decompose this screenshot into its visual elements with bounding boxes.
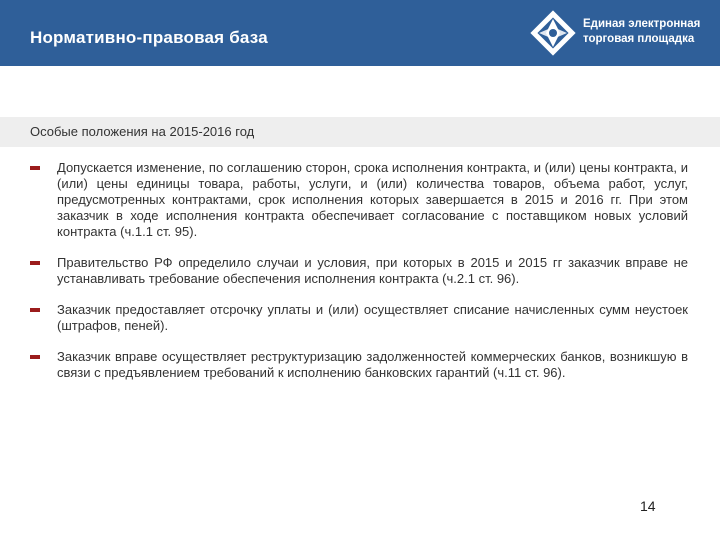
logo-text bbox=[583, 17, 700, 47]
list-item-text: Допускается изменение, по соглашению сторон, срока исполнения контракта, и (или) цены контракта, и (или) цены единицы товара, работы, услуги, и (или) количества товаров, объема работ, услуг, предусмотренных контрактами, срок исполнения которых завершается в 2015 и 2016 гг. При этом заказчик в ходе исполнения контракта обеспечивает согласование с поставщиком новых условий контракта (ч.1.1 ст. 95). bbox=[57, 160, 688, 239]
bullet-icon bbox=[30, 355, 40, 359]
logo bbox=[530, 10, 710, 56]
page-number: 14 bbox=[640, 498, 656, 514]
logo-diamond-icon bbox=[530, 10, 576, 56]
list-item bbox=[30, 302, 688, 334]
list-item bbox=[30, 255, 688, 287]
logo-line-2: торговая площадка bbox=[583, 33, 695, 45]
bullet-list bbox=[30, 160, 688, 396]
list-item-text: Заказчик предоставляет отсрочку уплаты и (или) осуществляет списание начисленных сумм неустоек (штрафов, пеней). bbox=[57, 302, 688, 333]
list-item bbox=[30, 160, 688, 240]
bullet-icon bbox=[30, 261, 40, 265]
section-subheader bbox=[0, 117, 720, 147]
list-item bbox=[30, 349, 688, 381]
list-item-text: Правительство РФ определило случаи и условия, при которых в 2015 и 2015 гг заказчик вправе не устанавливать требование обеспечения исполнения контракта (ч.2.1 ст. 96). bbox=[57, 255, 688, 286]
bullet-icon bbox=[30, 166, 40, 170]
header-bar bbox=[0, 0, 720, 66]
bullet-icon bbox=[30, 308, 40, 312]
list-item-text: Заказчик вправе осуществляет реструктуризацию задолженностей коммерческих банков, возникшую в связи с предъявлением требований к исполнению банковских гарантий (ч.11 ст. 96). bbox=[57, 349, 688, 380]
page-title: Нормативно-правовая база bbox=[30, 28, 268, 47]
logo-line-1: Единая электронная bbox=[583, 18, 701, 30]
section-subtitle: Особые положения на 2015-2016 год bbox=[30, 124, 255, 139]
